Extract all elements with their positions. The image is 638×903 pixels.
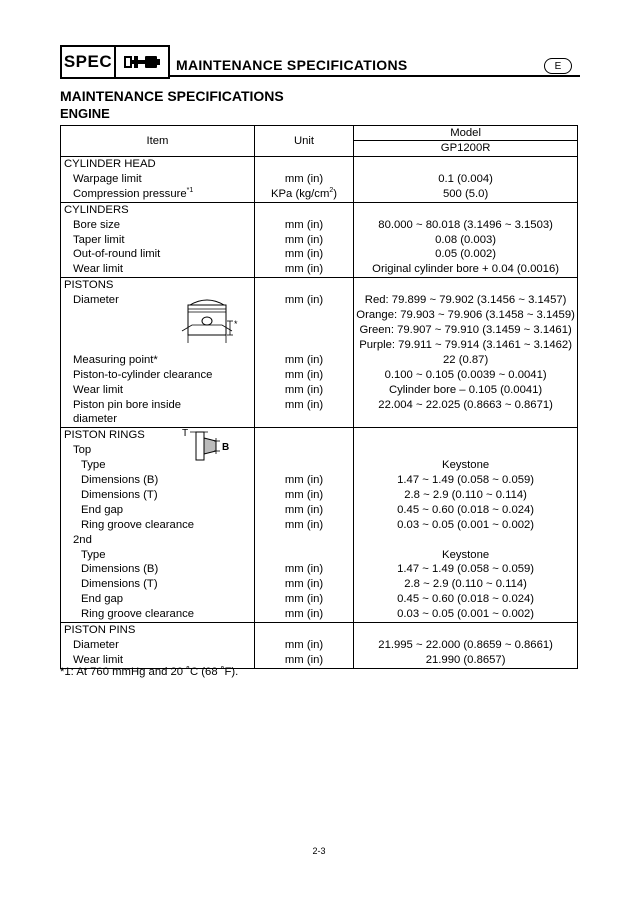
table-row xyxy=(61,473,578,488)
value-cell xyxy=(354,443,578,458)
item-cell: PISTON RINGS xyxy=(61,428,255,443)
table-row xyxy=(61,518,578,533)
table-row xyxy=(61,233,578,248)
value-cell: 21.990 (0.8657) xyxy=(354,653,578,668)
item-cell: Dimensions (B) xyxy=(61,562,255,577)
value-cell: 0.100 ~ 0.105 (0.0039 ~ 0.0041) xyxy=(354,368,578,383)
value-cell: Purple: 79.911 ~ 79.914 (3.1461 ~ 3.1462) xyxy=(354,338,578,353)
value-cell: 22.004 ~ 22.025 (0.8663 ~ 0.8671) xyxy=(354,398,578,413)
section-cylinders xyxy=(61,202,578,278)
wrench-caliper-icon xyxy=(116,47,168,77)
unit-cell xyxy=(254,323,353,338)
table-row xyxy=(61,398,578,413)
piston-ring-section-icon xyxy=(178,424,238,471)
item-cell: Warpage limit xyxy=(61,172,255,187)
spec-badge xyxy=(60,45,170,79)
unit-cell xyxy=(254,533,353,548)
unit-cell: mm (in) xyxy=(254,293,353,308)
page-number: 2-3 xyxy=(312,846,326,856)
value-cell: Green: 79.907 ~ 79.910 (3.1459 ~ 3.1461) xyxy=(354,323,578,338)
col-header-unit: Unit xyxy=(254,126,353,157)
unit-cell xyxy=(254,412,353,427)
table-row xyxy=(61,592,578,607)
page-header xyxy=(60,45,580,79)
table-row xyxy=(61,308,578,323)
page-title: MAINTENANCE SPECIFICATIONS xyxy=(60,88,284,104)
section-cylinder-head xyxy=(61,157,578,203)
unit-cell: mm (in) xyxy=(254,247,353,262)
value-cell: Orange: 79.903 ~ 79.906 (3.1458 ~ 3.1459) xyxy=(354,308,578,323)
value-cell: 0.03 ~ 0.05 (0.001 ~ 0.002) xyxy=(354,518,578,533)
item-cell: Dimensions (T) xyxy=(61,488,255,503)
unit-cell: mm (in) xyxy=(254,638,353,653)
unit-cell xyxy=(254,157,353,172)
unit-cell: mm (in) xyxy=(254,577,353,592)
table-row xyxy=(61,548,578,563)
item-cell: diameter xyxy=(61,412,255,427)
item-cell: Taper limit xyxy=(61,233,255,248)
table-row xyxy=(61,428,578,443)
table-row xyxy=(61,383,578,398)
value-cell xyxy=(354,412,578,427)
table-row xyxy=(61,172,578,187)
section-piston-pins xyxy=(61,623,578,669)
value-cell: 0.03 ~ 0.05 (0.001 ~ 0.002) xyxy=(354,607,578,622)
unit-cell xyxy=(254,548,353,563)
value-cell: 0.05 (0.002) xyxy=(354,247,578,262)
item-cell: Ring groove clearance xyxy=(61,518,255,533)
unit-cell: mm (in) xyxy=(254,368,353,383)
item-cell: End gap xyxy=(61,592,255,607)
item-cell: Piston-to-cylinder clearance xyxy=(61,368,255,383)
col-header-model-name: GP1200R xyxy=(354,141,578,157)
table-row xyxy=(61,293,578,308)
header-title: MAINTENANCE SPECIFICATIONS xyxy=(176,57,408,73)
value-cell: Red: 79.899 ~ 79.902 (3.1456 ~ 3.1457) xyxy=(354,293,578,308)
table-row xyxy=(61,607,578,622)
table-row xyxy=(61,443,578,458)
table-row xyxy=(61,187,578,202)
language-badge: E xyxy=(544,58,572,74)
footnote: *1: At 760 mmHg and 20 ˚C (68 ˚F). xyxy=(60,666,239,678)
item-cell: Compression pressure$^{*1}$ xyxy=(61,187,255,202)
table-row xyxy=(61,278,578,293)
table-row xyxy=(61,218,578,233)
unit-cell: mm (in) xyxy=(254,518,353,533)
unit-cell: mm (in) xyxy=(254,503,353,518)
piston-figure-label: * xyxy=(234,319,238,329)
item-cell: Diameter xyxy=(61,293,255,308)
value-cell: Keystone xyxy=(354,548,578,563)
ring-figure-label-b: B xyxy=(222,442,230,453)
unit-cell: mm (in) xyxy=(254,262,353,277)
table-row xyxy=(61,503,578,518)
unit-cell: mm (in) xyxy=(254,218,353,233)
table-row xyxy=(61,368,578,383)
table-row xyxy=(61,262,578,277)
section-pistons xyxy=(61,278,578,428)
value-cell xyxy=(354,428,578,443)
spec-table xyxy=(60,125,578,669)
unit-cell: mm (in) xyxy=(254,562,353,577)
unit-cell xyxy=(254,428,353,443)
table-row xyxy=(61,458,578,473)
item-cell: Dimensions (T) xyxy=(61,577,255,592)
table-row xyxy=(61,157,578,172)
table-row xyxy=(61,577,578,592)
item-cell: Measuring point* xyxy=(61,353,255,368)
value-cell xyxy=(354,278,578,293)
spec-label: SPEC xyxy=(62,47,116,77)
unit-cell: mm (in) xyxy=(254,172,353,187)
spec-table-wrap xyxy=(60,125,578,669)
value-cell: 500 (5.0) xyxy=(354,187,578,202)
item-cell: Ring groove clearance xyxy=(61,607,255,622)
ring-figure-label-t: T xyxy=(182,428,189,439)
value-cell: 0.45 ~ 0.60 (0.018 ~ 0.024) xyxy=(354,592,578,607)
piston-measuring-point-icon xyxy=(178,295,244,352)
unit-cell: mm (in) xyxy=(254,592,353,607)
item-cell: Piston pin bore inside xyxy=(61,398,255,413)
unit-cell: mm (in) xyxy=(254,653,353,668)
item-cell: Bore size xyxy=(61,218,255,233)
item-cell: CYLINDER HEAD xyxy=(61,157,255,172)
table-row xyxy=(61,562,578,577)
unit-cell: mm (in) xyxy=(254,353,353,368)
value-cell: Keystone xyxy=(354,458,578,473)
item-cell: PISTONS xyxy=(61,278,255,293)
table-row xyxy=(61,412,578,427)
item-cell: CYLINDERS xyxy=(61,202,255,217)
table-row xyxy=(61,638,578,653)
table-row xyxy=(61,323,578,338)
value-cell: 1.47 ~ 1.49 (0.058 ~ 0.059) xyxy=(354,562,578,577)
value-cell: 21.995 ~ 22.000 (0.8659 ~ 0.8661) xyxy=(354,638,578,653)
table-row xyxy=(61,353,578,368)
item-cell: Type xyxy=(61,548,255,563)
unit-cell: mm (in) xyxy=(254,607,353,622)
table-row xyxy=(61,202,578,217)
item-cell: Wear limit xyxy=(61,653,255,668)
section-title: ENGINE xyxy=(60,106,110,121)
value-cell: 80.000 ~ 80.018 (3.1496 ~ 3.1503) xyxy=(354,218,578,233)
table-row xyxy=(61,488,578,503)
item-cell: PISTON PINS xyxy=(61,623,255,638)
item-cell: Top xyxy=(61,443,255,458)
unit-cell: mm (in) xyxy=(254,488,353,503)
unit-cell xyxy=(254,443,353,458)
item-cell: Diameter xyxy=(61,638,255,653)
unit-cell: mm (in) xyxy=(254,233,353,248)
item-cell: Type xyxy=(61,458,255,473)
unit-cell xyxy=(254,202,353,217)
value-cell: 1.47 ~ 1.49 (0.058 ~ 0.059) xyxy=(354,473,578,488)
value-cell: 2.8 ~ 2.9 (0.110 ~ 0.114) xyxy=(354,577,578,592)
unit-cell xyxy=(254,338,353,353)
table-row xyxy=(61,247,578,262)
unit-cell: mm (in) xyxy=(254,473,353,488)
value-cell xyxy=(354,623,578,638)
col-header-model: Model xyxy=(354,126,578,141)
unit-cell xyxy=(254,308,353,323)
value-cell xyxy=(354,157,578,172)
item-cell: Wear limit xyxy=(61,262,255,277)
unit-cell xyxy=(254,278,353,293)
item-cell: 2nd xyxy=(61,533,255,548)
value-cell xyxy=(354,533,578,548)
value-cell: 0.1 (0.004) xyxy=(354,172,578,187)
unit-cell xyxy=(254,623,353,638)
item-cell: End gap xyxy=(61,503,255,518)
item-cell: Dimensions (B) xyxy=(61,473,255,488)
item-cell: Wear limit xyxy=(61,383,255,398)
unit-cell: KPa $(kg/cm^2)$ xyxy=(254,187,353,202)
table-row xyxy=(61,533,578,548)
col-header-item: Item xyxy=(61,126,255,157)
table-row xyxy=(61,623,578,638)
unit-cell xyxy=(254,458,353,473)
table-row xyxy=(61,338,578,353)
value-cell: Original cylinder bore + 0.04 (0.0016) xyxy=(354,262,578,277)
value-cell: 22 (0.87) xyxy=(354,353,578,368)
unit-cell: mm (in) xyxy=(254,383,353,398)
section-piston-rings xyxy=(61,428,578,623)
item-cell: Out-of-round limit xyxy=(61,247,255,262)
value-cell: 2.8 ~ 2.9 (0.110 ~ 0.114) xyxy=(354,488,578,503)
value-cell xyxy=(354,202,578,217)
value-cell: Cylinder bore – 0.105 (0.0041) xyxy=(354,383,578,398)
value-cell: 0.08 (0.003) xyxy=(354,233,578,248)
value-cell: 0.45 ~ 0.60 (0.018 ~ 0.024) xyxy=(354,503,578,518)
unit-cell: mm (in) xyxy=(254,398,353,413)
